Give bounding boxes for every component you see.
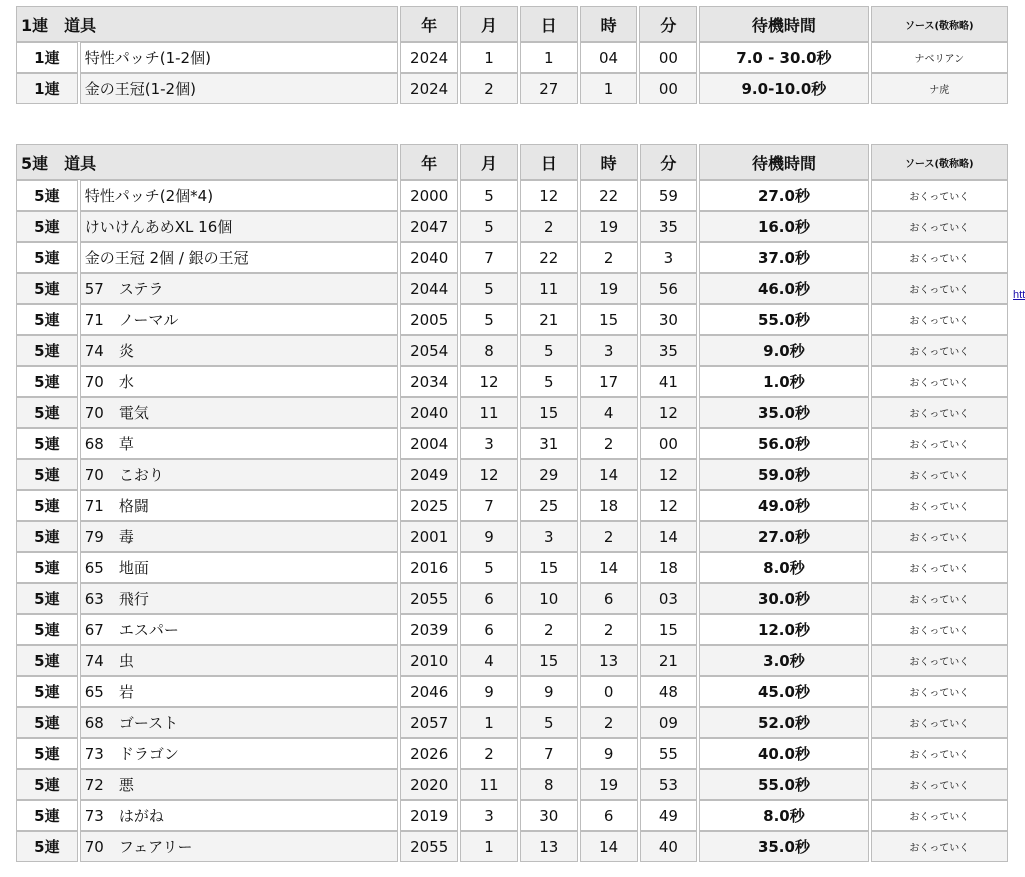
cell-year: 2019 — [400, 800, 458, 831]
cell-hour: 0 — [580, 676, 638, 707]
table-row — [16, 242, 1008, 273]
table-row — [16, 614, 1008, 645]
cell-month: 9 — [460, 676, 518, 707]
cell-minute: 3 — [640, 242, 698, 273]
header-source: ソース(敬称略) — [871, 144, 1008, 180]
cell-source: おくっていく — [871, 707, 1008, 738]
cell-wait: 35.0秒 — [699, 397, 868, 428]
cell-minute: 12 — [640, 459, 698, 490]
cell-month: 8 — [460, 335, 518, 366]
header-hour: 時 — [580, 6, 638, 42]
cell-item: 65 岩 — [80, 676, 398, 707]
cell-item: けいけんあめXL 16個 — [80, 211, 398, 242]
cell-item: 金の王冠 2個 / 銀の王冠 — [80, 242, 398, 273]
table-row — [16, 583, 1008, 614]
cell-minute: 35 — [640, 335, 698, 366]
cell-ren: 1連 — [16, 73, 78, 104]
cell-wait: 9.0-10.0秒 — [699, 73, 868, 104]
cell-source: おくっていく — [871, 676, 1008, 707]
cell-minute: 12 — [640, 397, 698, 428]
cell-month: 3 — [460, 428, 518, 459]
table-row — [16, 428, 1008, 459]
table-row — [16, 335, 1008, 366]
cell-day: 31 — [520, 428, 578, 459]
cell-wait: 45.0秒 — [699, 676, 868, 707]
header-minute: 分 — [639, 6, 697, 42]
cell-source: おくっていく — [871, 211, 1008, 242]
cell-day: 8 — [520, 769, 578, 800]
table-5ren-items — [14, 144, 1010, 862]
table-row — [16, 490, 1008, 521]
cell-month: 3 — [460, 800, 518, 831]
cell-month: 6 — [460, 614, 518, 645]
cell-hour: 2 — [580, 707, 638, 738]
cell-wait: 8.0秒 — [699, 552, 868, 583]
cell-month: 5 — [460, 273, 518, 304]
cell-source: おくっていく — [871, 800, 1008, 831]
cell-month: 4 — [460, 645, 518, 676]
cell-source: おくっていく — [871, 490, 1008, 521]
table-row — [16, 831, 1008, 862]
cell-item: 70 水 — [80, 366, 398, 397]
cell-wait: 12.0秒 — [699, 614, 868, 645]
cell-ren: 5連 — [16, 521, 78, 552]
cell-year: 2055 — [400, 583, 458, 614]
cell-ren: 5連 — [16, 676, 78, 707]
table-title: 5連 道具 — [16, 144, 398, 180]
cell-minute: 41 — [640, 366, 698, 397]
cell-wait: 7.0 - 30.0秒 — [699, 42, 868, 73]
cell-ren: 5連 — [16, 583, 78, 614]
cell-minute: 09 — [640, 707, 698, 738]
cell-source: ナベリアン — [871, 42, 1008, 73]
table-row — [16, 273, 1008, 304]
cell-day: 12 — [520, 180, 578, 211]
table-header-row — [16, 6, 1008, 42]
cell-minute: 30 — [640, 304, 698, 335]
cell-item: 金の王冠(1-2個) — [80, 73, 398, 104]
header-year: 年 — [400, 144, 458, 180]
cell-day: 15 — [520, 397, 578, 428]
cell-ren: 1連 — [16, 42, 78, 73]
cell-source: おくっていく — [871, 242, 1008, 273]
cell-hour: 1 — [580, 73, 638, 104]
table-row — [16, 552, 1008, 583]
table-title: 1連 道具 — [16, 6, 398, 42]
cell-ren: 5連 — [16, 800, 78, 831]
cell-year: 2040 — [400, 242, 458, 273]
cell-wait: 35.0秒 — [699, 831, 868, 862]
cell-year: 2049 — [400, 459, 458, 490]
cell-item: 70 こおり — [80, 459, 398, 490]
cell-wait: 59.0秒 — [699, 459, 868, 490]
cell-item: 63 飛行 — [80, 583, 398, 614]
cell-hour: 14 — [580, 552, 638, 583]
cell-wait: 27.0秒 — [699, 521, 868, 552]
table-row — [16, 366, 1008, 397]
cell-ren: 5連 — [16, 552, 78, 583]
cell-source: おくっていく — [871, 335, 1008, 366]
table-row — [16, 707, 1008, 738]
header-year: 年 — [400, 6, 458, 42]
cell-minute: 55 — [640, 738, 698, 769]
cell-year: 2057 — [400, 707, 458, 738]
cell-year: 2020 — [400, 769, 458, 800]
cell-wait: 30.0秒 — [699, 583, 868, 614]
side-link[interactable]: htt — [1013, 289, 1025, 301]
cell-ren: 5連 — [16, 335, 78, 366]
cell-wait: 46.0秒 — [699, 273, 868, 304]
cell-ren: 5連 — [16, 459, 78, 490]
cell-item: 67 エスパー — [80, 614, 398, 645]
cell-month: 5 — [460, 304, 518, 335]
cell-item: 特性パッチ(1-2個) — [80, 42, 398, 73]
cell-year: 2047 — [400, 211, 458, 242]
cell-minute: 48 — [640, 676, 698, 707]
cell-year: 2000 — [400, 180, 458, 211]
cell-year: 2025 — [400, 490, 458, 521]
cell-day: 5 — [520, 366, 578, 397]
cell-hour: 18 — [580, 490, 638, 521]
cell-source: おくっていく — [871, 180, 1008, 211]
cell-month: 2 — [460, 73, 518, 104]
cell-wait: 8.0秒 — [699, 800, 868, 831]
table-row — [16, 800, 1008, 831]
cell-year: 2040 — [400, 397, 458, 428]
table-row — [16, 738, 1008, 769]
cell-ren: 5連 — [16, 614, 78, 645]
cell-month: 7 — [460, 490, 518, 521]
cell-hour: 14 — [580, 459, 638, 490]
cell-year: 2055 — [400, 831, 458, 862]
cell-ren: 5連 — [16, 273, 78, 304]
cell-wait: 37.0秒 — [699, 242, 868, 273]
cell-item: 70 電気 — [80, 397, 398, 428]
cell-month: 2 — [460, 738, 518, 769]
cell-wait: 55.0秒 — [699, 304, 868, 335]
table-row — [16, 676, 1008, 707]
cell-year: 2044 — [400, 273, 458, 304]
cell-year: 2054 — [400, 335, 458, 366]
cell-item: 73 ドラゴン — [80, 738, 398, 769]
cell-source: おくっていく — [871, 273, 1008, 304]
cell-minute: 40 — [640, 831, 698, 862]
cell-hour: 19 — [580, 211, 638, 242]
cell-day: 9 — [520, 676, 578, 707]
header-day: 日 — [520, 144, 578, 180]
cell-source: おくっていく — [871, 614, 1008, 645]
cell-month: 6 — [460, 583, 518, 614]
cell-ren: 5連 — [16, 180, 78, 211]
cell-hour: 13 — [580, 645, 638, 676]
cell-source: おくっていく — [871, 738, 1008, 769]
cell-month: 1 — [460, 42, 518, 73]
cell-hour: 6 — [580, 800, 638, 831]
table-row — [16, 397, 1008, 428]
cell-minute: 35 — [640, 211, 698, 242]
header-month: 月 — [460, 144, 518, 180]
table-row — [16, 42, 1008, 73]
cell-item: 71 格闘 — [80, 490, 398, 521]
cell-ren: 5連 — [16, 304, 78, 335]
header-source: ソース(敬称略) — [871, 6, 1008, 42]
cell-item: 74 虫 — [80, 645, 398, 676]
cell-day: 2 — [520, 614, 578, 645]
cell-ren: 5連 — [16, 242, 78, 273]
header-month: 月 — [460, 6, 518, 42]
cell-year: 2004 — [400, 428, 458, 459]
cell-day: 29 — [520, 459, 578, 490]
cell-item: 70 フェアリー — [80, 831, 398, 862]
cell-month: 11 — [460, 397, 518, 428]
header-day: 日 — [520, 6, 578, 42]
cell-hour: 19 — [580, 769, 638, 800]
header-minute: 分 — [640, 144, 698, 180]
cell-day: 5 — [520, 707, 578, 738]
cell-day: 30 — [520, 800, 578, 831]
table-row — [16, 645, 1008, 676]
cell-source: ナ虎 — [871, 73, 1008, 104]
cell-ren: 5連 — [16, 397, 78, 428]
cell-source: おくっていく — [871, 769, 1008, 800]
cell-year: 2016 — [400, 552, 458, 583]
cell-year: 2005 — [400, 304, 458, 335]
cell-item: 特性パッチ(2個*4) — [80, 180, 398, 211]
table-row — [16, 769, 1008, 800]
cell-day: 13 — [520, 831, 578, 862]
cell-ren: 5連 — [16, 366, 78, 397]
cell-item: 68 ゴースト — [80, 707, 398, 738]
cell-minute: 00 — [639, 42, 697, 73]
cell-minute: 49 — [640, 800, 698, 831]
cell-day: 7 — [520, 738, 578, 769]
cell-month: 5 — [460, 211, 518, 242]
cell-ren: 5連 — [16, 490, 78, 521]
cell-source: おくっていく — [871, 366, 1008, 397]
cell-minute: 18 — [640, 552, 698, 583]
cell-wait: 40.0秒 — [699, 738, 868, 769]
cell-month: 7 — [460, 242, 518, 273]
header-wait: 待機時間 — [699, 6, 868, 42]
cell-ren: 5連 — [16, 645, 78, 676]
cell-month: 12 — [460, 366, 518, 397]
cell-item: 79 毒 — [80, 521, 398, 552]
cell-hour: 2 — [580, 242, 638, 273]
cell-year: 2024 — [400, 73, 458, 104]
cell-source: おくっていく — [871, 459, 1008, 490]
cell-minute: 21 — [640, 645, 698, 676]
cell-item: 72 悪 — [80, 769, 398, 800]
cell-minute: 03 — [640, 583, 698, 614]
cell-wait: 27.0秒 — [699, 180, 868, 211]
cell-day: 3 — [520, 521, 578, 552]
cell-hour: 15 — [580, 304, 638, 335]
cell-month: 1 — [460, 831, 518, 862]
cell-hour: 2 — [580, 614, 638, 645]
cell-item: 57 ステラ — [80, 273, 398, 304]
cell-day: 25 — [520, 490, 578, 521]
cell-day: 2 — [520, 211, 578, 242]
cell-item: 71 ノーマル — [80, 304, 398, 335]
table-row — [16, 211, 1008, 242]
cell-month: 9 — [460, 521, 518, 552]
cell-day: 1 — [520, 42, 578, 73]
table-row — [16, 180, 1008, 211]
cell-hour: 22 — [580, 180, 638, 211]
header-hour: 時 — [580, 144, 638, 180]
table-header-row — [16, 144, 1008, 180]
cell-source: おくっていく — [871, 645, 1008, 676]
cell-month: 1 — [460, 707, 518, 738]
cell-hour: 2 — [580, 521, 638, 552]
cell-source: おくっていく — [871, 428, 1008, 459]
cell-hour: 19 — [580, 273, 638, 304]
table-row — [16, 459, 1008, 490]
cell-source: おくっていく — [871, 521, 1008, 552]
cell-ren: 5連 — [16, 738, 78, 769]
cell-minute: 00 — [640, 428, 698, 459]
cell-month: 12 — [460, 459, 518, 490]
cell-item: 73 はがね — [80, 800, 398, 831]
cell-year: 2010 — [400, 645, 458, 676]
cell-wait: 9.0秒 — [699, 335, 868, 366]
cell-hour: 6 — [580, 583, 638, 614]
cell-wait: 1.0秒 — [699, 366, 868, 397]
cell-source: おくっていく — [871, 552, 1008, 583]
cell-hour: 4 — [580, 397, 638, 428]
cell-minute: 53 — [640, 769, 698, 800]
cell-hour: 17 — [580, 366, 638, 397]
cell-hour: 14 — [580, 831, 638, 862]
cell-year: 2046 — [400, 676, 458, 707]
cell-hour: 3 — [580, 335, 638, 366]
cell-day: 15 — [520, 645, 578, 676]
cell-year: 2039 — [400, 614, 458, 645]
cell-minute: 15 — [640, 614, 698, 645]
table-row — [16, 304, 1008, 335]
table-row — [16, 73, 1008, 104]
cell-source: おくっていく — [871, 831, 1008, 862]
cell-item: 68 草 — [80, 428, 398, 459]
cell-day: 22 — [520, 242, 578, 273]
cell-ren: 5連 — [16, 831, 78, 862]
cell-hour: 2 — [580, 428, 638, 459]
cell-wait: 3.0秒 — [699, 645, 868, 676]
cell-day: 27 — [520, 73, 578, 104]
cell-source: おくっていく — [871, 304, 1008, 335]
header-wait: 待機時間 — [699, 144, 868, 180]
cell-ren: 5連 — [16, 211, 78, 242]
cell-wait: 55.0秒 — [699, 769, 868, 800]
cell-wait: 16.0秒 — [699, 211, 868, 242]
cell-day: 15 — [520, 552, 578, 583]
cell-source: おくっていく — [871, 397, 1008, 428]
cell-year: 2024 — [400, 42, 458, 73]
cell-day: 21 — [520, 304, 578, 335]
cell-ren: 5連 — [16, 769, 78, 800]
cell-minute: 56 — [640, 273, 698, 304]
cell-source: おくっていく — [871, 583, 1008, 614]
cell-month: 5 — [460, 552, 518, 583]
cell-month: 11 — [460, 769, 518, 800]
cell-hour: 04 — [580, 42, 638, 73]
cell-day: 5 — [520, 335, 578, 366]
cell-day: 11 — [520, 273, 578, 304]
cell-item: 74 炎 — [80, 335, 398, 366]
table-row — [16, 521, 1008, 552]
cell-month: 5 — [460, 180, 518, 211]
cell-year: 2034 — [400, 366, 458, 397]
cell-ren: 5連 — [16, 707, 78, 738]
cell-wait: 52.0秒 — [699, 707, 868, 738]
cell-minute: 14 — [640, 521, 698, 552]
cell-day: 10 — [520, 583, 578, 614]
cell-hour: 9 — [580, 738, 638, 769]
cell-minute: 12 — [640, 490, 698, 521]
cell-ren: 5連 — [16, 428, 78, 459]
cell-minute: 59 — [640, 180, 698, 211]
cell-item: 65 地面 — [80, 552, 398, 583]
cell-wait: 49.0秒 — [699, 490, 868, 521]
cell-year: 2001 — [400, 521, 458, 552]
cell-year: 2026 — [400, 738, 458, 769]
table-1ren-items — [14, 6, 1010, 104]
cell-minute: 00 — [639, 73, 697, 104]
cell-wait: 56.0秒 — [699, 428, 868, 459]
